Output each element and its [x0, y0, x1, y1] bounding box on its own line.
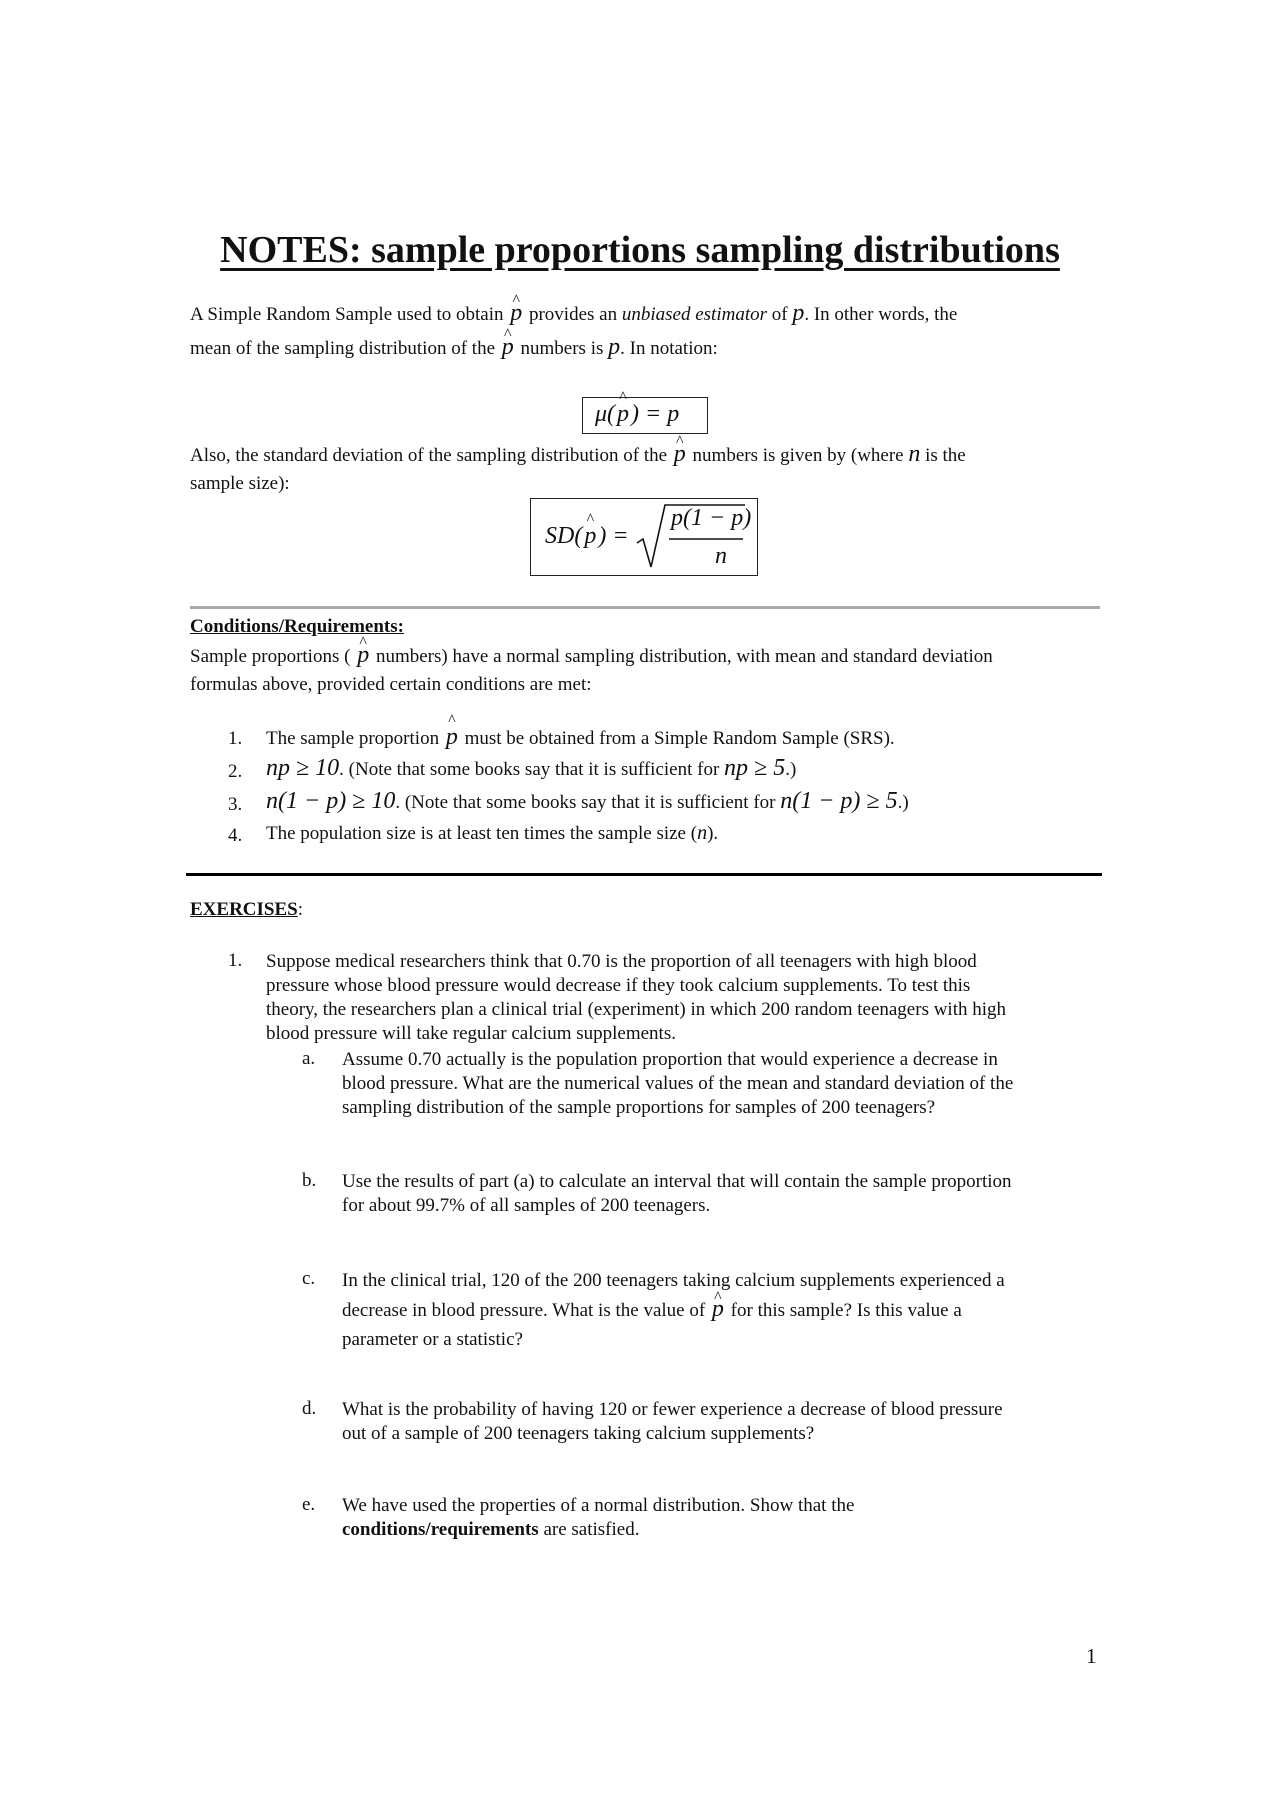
part-a-text: Assume 0.70 actually is the population proportion that would experience a decrease in blood pressure. What are the numerical values of the mean and standard deviation of the sampling distribution of the sample proportions for samples of 200 teenagers? — [342, 1049, 1014, 1118]
sd-text-line-2: sample size): — [190, 473, 290, 494]
condition-3: n(1 − p) ≥ 10. (Note that some books say that it is sufficient for n(1 − p) ≥ 5.) — [266, 788, 909, 814]
part-c-label: c. — [302, 1268, 316, 1289]
part-a-label: a. — [302, 1048, 316, 1069]
exercises-divider — [186, 873, 1102, 876]
part-b-label: b. — [302, 1170, 317, 1191]
part-c-text: In the clinical trial, 120 of the 200 teenagers taking calcium supplements experienced a decrease in blood pressure. What is the value of ^ p for this sample? Is this value a parameter or a statistic? — [342, 1266, 1122, 1354]
condition-1: The sample proportion ^ p must be obtained from a Simple Random Sample (SRS). — [266, 724, 895, 751]
exercises-heading: EXERCISES: — [190, 899, 303, 920]
sd-denominator: n — [715, 543, 727, 569]
p-hat-symbol: ^ p — [508, 296, 524, 330]
p-hat-symbol: ^ p — [444, 724, 460, 751]
mean-formula-box — [582, 397, 708, 434]
condition-1-number: 1. — [228, 728, 243, 749]
part-d-label: d. — [302, 1398, 317, 1419]
p-hat-symbol: ^ p — [355, 640, 371, 670]
conditions-heading: Conditions/Requirements: — [190, 616, 404, 637]
part-e-label: e. — [302, 1494, 316, 1515]
mean-formula: μ(^ p) = p — [595, 401, 679, 428]
part-e-text: We have used the properties of a normal distribution. Show that the conditions/requirements are satisfied. — [342, 1495, 855, 1540]
sd-text-line-1: Also, the standard deviation of the sampling distribution of the ^ p numbers is given by (where n is the — [190, 437, 1090, 473]
condition-4: The population size is at least ten times the sample size (n). — [266, 822, 719, 844]
p-hat-symbol: ^ p — [710, 1295, 726, 1324]
condition-2-number: 2. — [228, 761, 243, 782]
sd-numerator: p(1 − p) — [671, 505, 752, 531]
p-hat-symbol: ^ p — [672, 437, 688, 471]
page-title: NOTES: sample proportions sampling distributions — [220, 229, 1060, 271]
question-1-number: 1. — [228, 950, 243, 971]
intro-line-2: mean of the sampling distribution of the ^ p numbers is p. In notation: — [190, 330, 1090, 366]
question-1-text: Suppose medical researchers think that 0.70 is the proportion of all teenagers with high blood pressure whose blood pressure would decrease if they took calcium supplements. To test this theory, the researchers plan a clinical trial (experiment) in which 200 random teenagers with high blood pressure will take regular calcium supplements. — [266, 951, 1007, 1044]
section-divider — [190, 606, 1100, 609]
condition-3-number: 3. — [228, 794, 243, 815]
condition-2: np ≥ 10. (Note that some books say that it is sufficient for np ≥ 5.) — [266, 755, 797, 781]
page-number: 1 — [1086, 1644, 1097, 1668]
sd-formula-lhs: SD(^ p) = — [545, 523, 629, 550]
condition-4-number: 4. — [228, 825, 243, 846]
conditions-line-1: Sample proportions ( ^ p numbers) have a normal sampling distribution, with mean and standard deviation — [190, 640, 1090, 672]
part-d-text: What is the probability of having 120 or fewer experience a decrease of blood pressure out of a sample of 200 teenagers taking calcium supplements? — [342, 1399, 1003, 1444]
intro-line-1: A Simple Random Sample used to obtain ^ p provides an unbiased estimator of p. In other words, the — [190, 296, 1090, 332]
p-hat-symbol: ^ p — [500, 330, 516, 364]
conditions-line-2: formulas above, provided certain conditions are met: — [190, 674, 592, 695]
part-b-text: Use the results of part (a) to calculate an interval that will contain the sample proportion for about 99.7% of all samples of 200 teenagers. — [342, 1171, 1012, 1216]
sd-formula-box — [530, 498, 758, 576]
